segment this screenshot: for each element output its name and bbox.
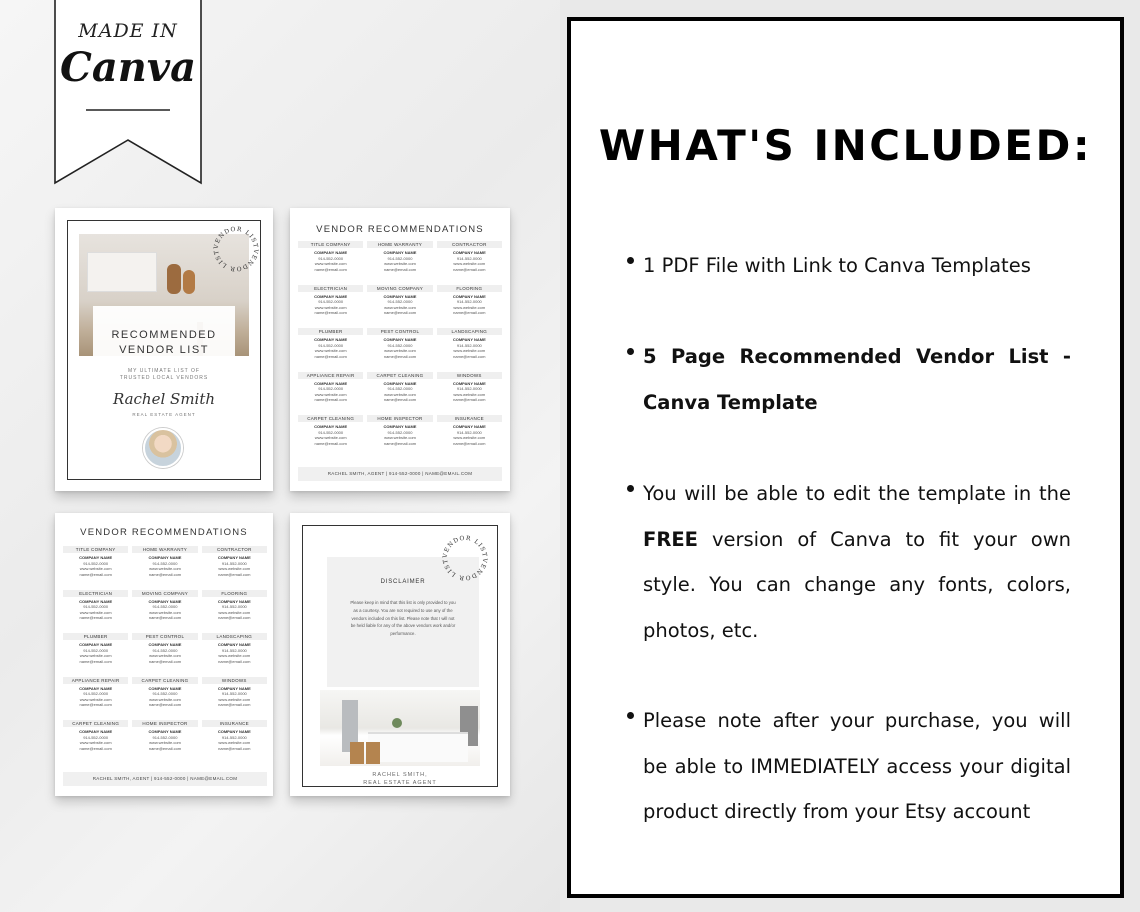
disclaimer-footer-line2: REAL ESTATE AGENT [363,780,437,786]
agent-avatar [143,428,183,468]
vendor-email: name@email.com [383,397,417,403]
vendor-website: www.website.com [79,566,112,572]
vendor-name: COMPANY NAME [383,337,417,342]
vendor-email: name@email.com [148,571,182,577]
vendor-website: www.website.com [218,740,251,746]
vendor-name: COMPANY NAME [452,424,486,429]
vendor-email: name@email.com [453,397,486,403]
vendor-cell [132,677,197,721]
vendor-website: www.website.com [218,653,251,659]
vendor-website: www.website.com [384,435,416,441]
vendor-name: COMPANY NAME [452,250,486,255]
stamp-text-2: VENDOR LIST [441,557,489,582]
vendor-email: name@email.com [218,702,251,708]
vendor-category: CARPET CLEANING [367,372,432,379]
vendor-cell [132,720,197,764]
vendor-category: APPLIANCE REPAIR [63,677,128,684]
vendor-email: name@email.com [148,702,182,708]
vendor-website: www.website.com [149,566,181,572]
made-in-canva-badge [54,0,202,185]
vendor-email: name@email.com [453,310,486,316]
vendor-name: COMPANY NAME [217,685,251,691]
agent-role: REAL ESTATE AGENT [132,412,196,417]
vendor-category: HOME WARRANTY [132,546,197,553]
vendor-name: COMPANY NAME [148,598,182,604]
vendor-phone: 914-552-0000 [83,647,109,653]
stamp-text-2: VENDOR LIST [212,248,260,273]
vendor-cell [367,372,432,416]
vendor-category: PLUMBER [298,328,363,335]
vendor-category: LANDSCAPING [202,633,267,640]
vendor-category: PLUMBER [63,633,128,640]
vendor-name: COMPANY NAME [79,555,113,560]
cover-title [93,328,235,358]
vendor-phone: 914-552-0000 [221,647,247,653]
vendor-phone: 914-552-0000 [387,299,413,305]
bullet-icon [627,348,634,355]
vendor-cell [367,241,432,285]
vendor-phone: 914-552-0000 [152,691,178,697]
vendor-page-preview-1 [290,208,510,491]
vendor-category: WINDOWS [437,372,502,379]
agent-signature: Rachel Smith [112,390,216,408]
whats-included-panel [567,17,1124,898]
vendor-name: COMPANY NAME [314,293,348,299]
vendor-cell [298,241,363,285]
disclaimer-title: DISCLAIMER [380,579,426,585]
vendor-category: MOVING COMPANY [132,590,197,597]
vendor-cell [298,328,363,372]
plant [392,718,402,728]
vendor-phone: 914-552-0000 [318,386,344,392]
vendor-phone: 914-552-0000 [387,255,413,261]
svg-text:VENDOR LIST [442,535,488,560]
vendor-cell [202,590,267,634]
vendor-name: COMPANY NAME [217,642,251,647]
included-item-1-text: 1 PDF File with Link to Canva Templates [643,254,1031,277]
vendor-page-footer: RACHEL SMITH, AGENT | 914-552-0000 | NAME@EMAIL.COM [63,772,267,786]
vendor-email: name@email.com [148,615,182,621]
vendor-name: COMPANY NAME [383,424,417,429]
vendor-cell [63,590,128,634]
badge-top-text: MADE IN [78,20,178,42]
vendor-phone: 914-552-0000 [221,560,247,566]
vendor-name: COMPANY NAME [314,250,348,255]
svg-text:VENDOR LIST [213,226,259,251]
svg-text:VENDOR LIST [213,248,259,273]
vendor-email: name@email.com [314,310,347,316]
vendor-cell [437,241,502,285]
vendor-phone: 914-552-0000 [456,386,482,392]
vendor-name: COMPANY NAME [217,555,251,560]
vendor-cell [437,415,502,459]
vendor-category: ELECTRICIAN [298,285,363,292]
vendor-phone: 914-552-0000 [83,604,109,610]
vendor-website: www.website.com [384,391,416,397]
vendor-name: COMPANY NAME [148,729,182,734]
vendor-name: COMPANY NAME [383,293,417,299]
whats-included-heading: WHAT'S INCLUDED: [598,121,1093,170]
vendor-grid [63,546,267,764]
vendor-phone: 914-552-0000 [83,734,109,740]
vendor-name: COMPANY NAME [314,337,348,342]
disclaimer-page-preview [290,513,510,796]
cutting-board [167,264,181,294]
vendor-category: HOME INSPECTOR [367,415,432,422]
vendor-cell [437,328,502,372]
vendor-cell [367,285,432,329]
vendor-email: name@email.com [383,353,417,359]
vendor-name: COMPANY NAME [148,555,182,560]
vendor-email: name@email.com [218,615,251,621]
vendor-list-stamp [440,533,490,583]
vendor-category: TITLE COMPANY [63,546,128,553]
vendor-cell [63,633,128,677]
vendor-phone: 914-552-0000 [387,429,413,435]
island [368,732,468,762]
vendor-cell [132,590,197,634]
vendor-email: name@email.com [383,440,417,446]
vendor-email: name@email.com [314,353,347,359]
vendor-phone: 914-552-0000 [152,734,178,740]
vendor-cell [63,677,128,721]
vendor-email: name@email.com [218,658,251,664]
vendor-category: WINDOWS [202,677,267,684]
vendor-category: INSURANCE [202,720,267,727]
included-item-3-before: You will be able to edit the template in the [643,482,1071,505]
vendor-cell [202,633,267,677]
vendor-email: name@email.com [148,745,182,751]
vendor-phone: 914-552-0000 [318,299,344,305]
vendor-cell [132,546,197,590]
included-item-2 [643,334,1071,425]
vendor-category: CONTRACTOR [202,546,267,553]
vendor-email: name@email.com [79,571,112,577]
vendor-category: INSURANCE [437,415,502,422]
vendor-name: COMPANY NAME [452,337,486,342]
vendor-cell [437,285,502,329]
vendor-category: APPLIANCE REPAIR [298,372,363,379]
vendor-cell [367,328,432,372]
vendor-phone: 914-552-0000 [152,604,178,610]
included-item-3-bold: FREE [643,527,698,551]
vendor-phone: 914-552-0000 [456,299,482,305]
vendor-name: COMPANY NAME [79,685,113,691]
vendor-email: name@email.com [314,266,347,272]
vendor-list-stamp [211,224,261,274]
vendor-email: name@email.com [79,658,112,664]
vendor-cell [298,285,363,329]
vendor-website: www.website.com [79,609,112,615]
vendor-phone: 914-552-0000 [83,691,109,697]
stool [366,742,380,764]
vendor-category: CONTRACTOR [437,241,502,248]
vendor-phone: 914-552-0000 [221,604,247,610]
vendor-name: COMPANY NAME [314,380,348,386]
vendor-category: CARPET CLEANING [132,677,197,684]
vendor-email: name@email.com [148,658,182,664]
vendor-cell [298,415,363,459]
stamp-text: VENDOR LIST [441,534,489,559]
vendor-cell [63,720,128,764]
bullet-icon [627,712,634,719]
vendor-name: COMPANY NAME [452,380,486,386]
included-item-4 [643,698,1071,835]
vendor-website: www.website.com [149,609,181,615]
vendor-website: www.website.com [79,653,112,659]
included-item-1 [643,243,1071,289]
vendor-category: FLOORING [437,285,502,292]
svg-text:VENDOR LIST [442,557,488,582]
vendor-category: HOME WARRANTY [367,241,432,248]
vendor-category: PEST CONTROL [132,633,197,640]
vendor-website: www.website.com [314,348,347,354]
cover-subtitle-line2: TRUSTED LOCAL VENDORS [119,375,209,381]
vendor-name: COMPANY NAME [79,642,113,647]
vendor-category: TITLE COMPANY [298,241,363,248]
vendor-website: www.website.com [314,391,347,397]
vendor-website: www.website.com [218,566,251,572]
vendor-website: www.website.com [314,304,347,310]
vendor-phone: 914-552-0000 [221,691,247,697]
vendor-name: COMPANY NAME [79,729,113,734]
vendor-category: PEST CONTROL [367,328,432,335]
vendor-cell [367,415,432,459]
vendor-website: www.website.com [314,435,347,441]
vendor-email: name@email.com [79,702,112,708]
vendor-website: www.website.com [453,304,486,310]
vendor-website: www.website.com [79,740,112,746]
vendor-website: www.website.com [384,261,416,267]
vendor-category: ELECTRICIAN [63,590,128,597]
vendor-name: COMPANY NAME [452,293,486,299]
vendor-website: www.website.com [453,435,486,441]
vendor-name: COMPANY NAME [79,598,113,604]
vendor-website: www.website.com [149,740,181,746]
vendor-name: COMPANY NAME [217,598,251,604]
disclaimer-footer [290,771,510,787]
included-item-4-text: Please note after your purchase, you will be able to IMMEDIATELY access your digital product directly from your Etsy account [643,709,1071,823]
cover-title-line1: RECOMMENDED [111,329,217,341]
vendor-category: HOME INSPECTOR [132,720,197,727]
vendor-website: www.website.com [314,261,347,267]
included-item-2-text: 5 Page Recommended Vendor List - Canva Template [643,345,1071,414]
included-item-3-text [643,471,1071,653]
vendor-cell [202,677,267,721]
vendor-email: name@email.com [314,440,347,446]
vendor-cell [202,720,267,764]
vendor-phone: 914-552-0000 [456,429,482,435]
vendor-name: COMPANY NAME [383,380,417,386]
cover-subtitle [93,368,235,382]
vendor-email: name@email.com [453,353,486,359]
vendor-email: name@email.com [453,440,486,446]
vendor-grid [298,241,502,459]
vendor-name: COMPANY NAME [383,250,417,255]
vendor-category: CARPET CLEANING [63,720,128,727]
vendor-category: MOVING COMPANY [367,285,432,292]
vendor-website: www.website.com [453,391,486,397]
included-item-3 [643,471,1071,653]
included-item-3-after: version of Canva to fit your own style. You can change any fonts, colors, photos, etc. [643,527,1071,642]
vendor-website: www.website.com [79,696,112,702]
vendor-category: CARPET CLEANING [298,415,363,422]
vendor-website: www.website.com [453,261,486,267]
vendor-email: name@email.com [383,310,417,316]
kitchen-photo [320,690,480,766]
vendor-page-title: VENDOR RECOMMENDATIONS [316,224,484,235]
vendor-phone: 914-552-0000 [456,342,482,348]
vendor-phone: 914-552-0000 [83,560,109,566]
vendor-phone: 914-552-0000 [152,647,178,653]
vendor-name: COMPANY NAME [217,729,251,734]
vendor-email: name@email.com [383,266,417,272]
badge-brand-text: Canva [60,44,196,91]
cabinet [87,252,157,292]
cover-subtitle-line1: MY ULTIMATE LIST OF [128,368,200,374]
vendor-page-title: VENDOR RECOMMENDATIONS [80,527,248,538]
cover-title-line2: VENDOR LIST [119,344,209,356]
vendor-phone: 914-552-0000 [318,429,344,435]
vendor-category: FLOORING [202,590,267,597]
vendor-email: name@email.com [453,266,486,272]
vendor-category: LANDSCAPING [437,328,502,335]
vendor-name: COMPANY NAME [314,424,348,429]
vendor-website: www.website.com [384,304,416,310]
vendor-website: www.website.com [384,348,416,354]
vendor-cell [298,372,363,416]
disclaimer-body: Please keep in mind that this list is only provided to you as a courtesy. You are not required to use any of the vendors included on this list. Please note that I will not be held liable for any of the above vendors work and/or performance. [350,600,456,637]
vendor-website: www.website.com [218,609,251,615]
stool [350,742,364,764]
vendor-phone: 914-552-0000 [456,255,482,261]
cover-page-preview [55,208,273,491]
vendor-email: name@email.com [314,397,347,403]
vendor-website: www.website.com [453,348,486,354]
vendor-page-footer: RACHEL SMITH, AGENT | 914-552-0000 | NAME@EMAIL.COM [298,467,502,481]
vendor-email: name@email.com [218,571,251,577]
vendor-phone: 914-552-0000 [152,560,178,566]
vendor-website: www.website.com [218,696,251,702]
stamp-text: VENDOR LIST [212,225,260,250]
vendor-phone: 914-552-0000 [318,342,344,348]
vendor-website: www.website.com [149,696,181,702]
bullet-icon [627,485,634,492]
vendor-website: www.website.com [149,653,181,659]
disclaimer-footer-line1: RACHEL SMITH, [372,772,428,778]
vendor-page-preview-2 [55,513,273,796]
vendor-email: name@email.com [79,615,112,621]
vendor-phone: 914-552-0000 [387,386,413,392]
vendor-email: name@email.com [79,745,112,751]
vendor-name: COMPANY NAME [148,685,182,691]
vendor-phone: 914-552-0000 [221,734,247,740]
cutting-board-2 [183,270,195,294]
bullet-icon [627,257,634,264]
vendor-cell [132,633,197,677]
vendor-cell [202,546,267,590]
vendor-phone: 914-552-0000 [387,342,413,348]
vendor-name: COMPANY NAME [148,642,182,647]
vendor-cell [437,372,502,416]
vendor-phone: 914-552-0000 [318,255,344,261]
vendor-email: name@email.com [218,745,251,751]
vendor-cell [63,546,128,590]
